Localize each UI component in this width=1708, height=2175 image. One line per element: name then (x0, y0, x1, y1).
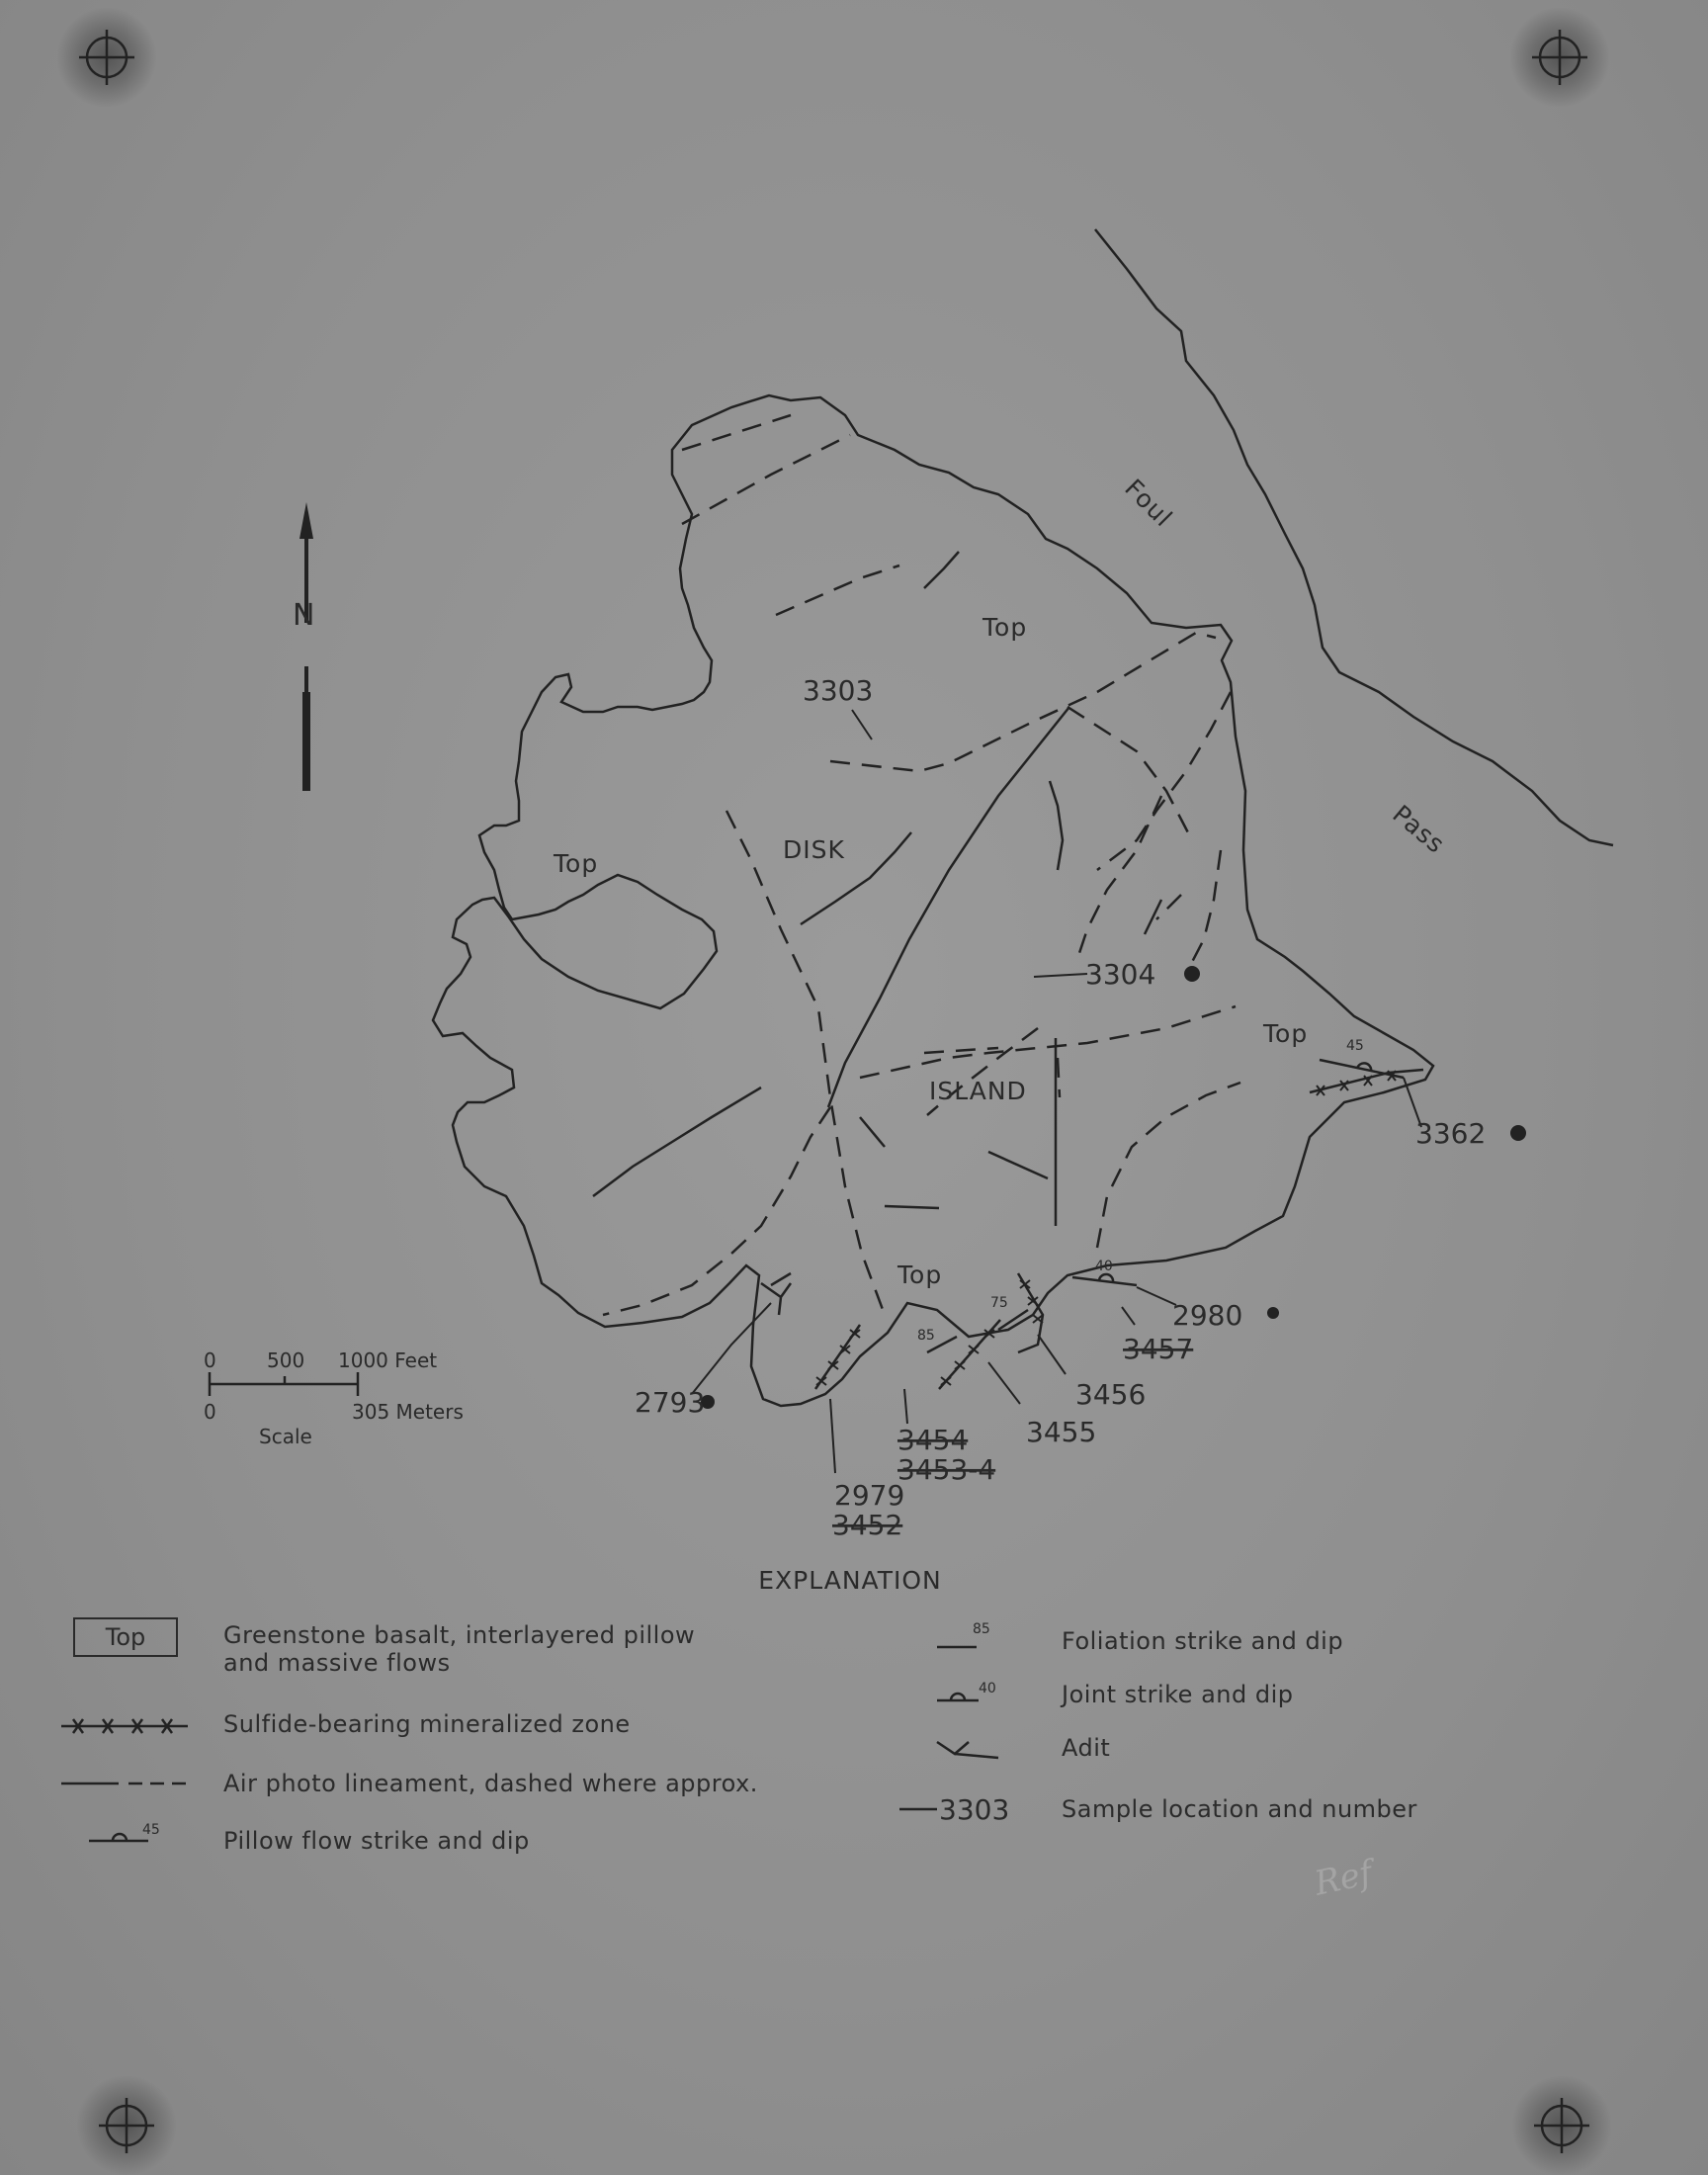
sample-struck-3457: 3457 (1123, 1333, 1194, 1365)
sulfide-zones (815, 1070, 1423, 1389)
island-name-line1: DISK (783, 835, 845, 864)
scale-feet-500: 500 (267, 1348, 305, 1372)
sample-3304: 3304 (1085, 958, 1156, 991)
top-label-east: Top (1263, 1019, 1309, 1048)
top-label-north: Top (982, 613, 1028, 642)
legend-top-symbol: Top (73, 1617, 178, 1657)
legend-pillow: Pillow flow strike and dip (223, 1827, 530, 1855)
pass-name-line2: Pass (1387, 799, 1451, 860)
sample-struck-3453-4: 3453-4 (897, 1453, 996, 1486)
strike-dip-symbols (761, 1060, 1404, 1352)
north-label: N (293, 598, 316, 633)
sample-3456: 3456 (1075, 1378, 1147, 1411)
legend-pillow-dip-value: 45 (142, 1822, 160, 1838)
sample-dots (701, 966, 1526, 1409)
legend-foliation-dip-value: 85 (973, 1621, 990, 1637)
legend-joint: Joint strike and dip (1062, 1681, 1294, 1708)
explanation-title: EXPLANATION (758, 1566, 942, 1595)
legend-joint-dip-value: 40 (979, 1681, 996, 1696)
sample-3362: 3362 (1415, 1117, 1487, 1150)
pass-name-line1: Foul (1119, 473, 1179, 533)
legend-sample-value: 3303 (939, 1793, 1010, 1826)
scale-feet-1000: 1000 Feet (338, 1348, 438, 1372)
sample-3303: 3303 (803, 674, 874, 707)
dip-value-joint: 40 (1095, 1259, 1113, 1274)
handwritten-note: Ref (1311, 1853, 1376, 1904)
legend-sulfide: Sulfide-bearing mineralized zone (223, 1710, 631, 1738)
lineaments-solid (593, 552, 1161, 1285)
scale-caption: Scale (259, 1425, 312, 1448)
sample-struck-3452: 3452 (832, 1509, 903, 1541)
legend-sample: Sample location and number (1062, 1795, 1417, 1823)
dip-value-pillow: 45 (1346, 1038, 1364, 1054)
sample-3455: 3455 (1026, 1416, 1097, 1448)
lineaments-dashed (603, 415, 1240, 1315)
sample-2979: 2979 (834, 1479, 905, 1512)
island-name-line2: ISLAND (929, 1077, 1027, 1105)
sample-struck-3454: 3454 (897, 1424, 969, 1456)
sample-2793: 2793 (635, 1386, 706, 1419)
island-outline (433, 395, 1433, 1406)
dip-value-foliation-b: 75 (990, 1295, 1008, 1311)
legend-greenstone: Greenstone basalt, interlayered pillow and massive flows (223, 1621, 696, 1677)
legend-adit: Adit (1062, 1734, 1111, 1762)
legend-foliation: Foliation strike and dip (1062, 1627, 1344, 1655)
legend-lineament: Air photo lineament, dashed where approx. (223, 1770, 758, 1797)
north-arrow-icon (299, 502, 313, 791)
scale-feet-0: 0 (204, 1348, 216, 1372)
sample-2980: 2980 (1172, 1299, 1243, 1332)
scale-bar (210, 1372, 358, 1396)
top-label-west: Top (554, 849, 599, 878)
top-label-south: Top (897, 1261, 943, 1289)
scale-meters-305: 305 Meters (352, 1400, 464, 1424)
scale-meters-0: 0 (204, 1400, 216, 1424)
foul-pass-shoreline (1095, 229, 1613, 845)
dip-value-foliation-a: 85 (917, 1328, 935, 1344)
